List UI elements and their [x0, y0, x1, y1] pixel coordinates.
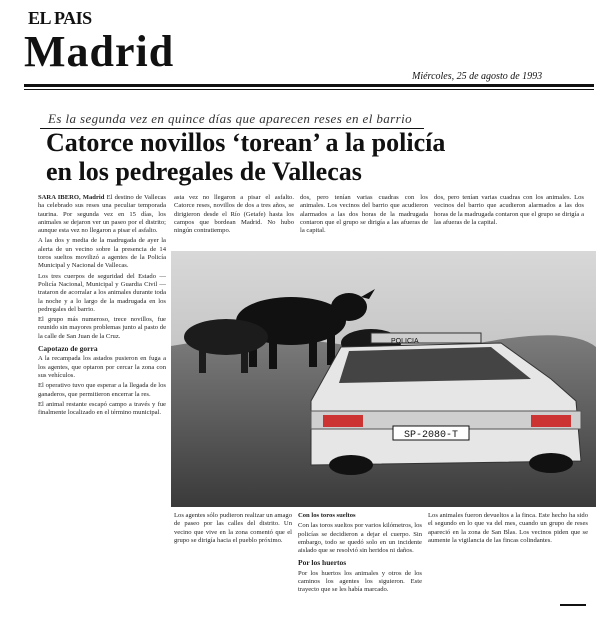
- article-column-1: [38, 194, 166, 609]
- article-column-3-bottom: [298, 512, 422, 607]
- article-column-4-bottom: [428, 512, 588, 607]
- article-column-4-top: [434, 194, 584, 244]
- paragraph: asta vez no llegaron a pisar el asfalto. Catorce reses, novillos de dos a tres años, se dirigieron desde el Río (Getafe) hasta los campos que bordean Madrid. No hubo ningún contratiempo.: [174, 194, 294, 235]
- article-column-3-top: [300, 194, 428, 244]
- paragraph: Por los huertos los animales y otros de los caminos los agentes los siguieron. Este trayecto que se les había marcado.: [298, 569, 422, 594]
- headline-line-2: en los pedregales de Vallecas: [46, 157, 362, 186]
- news-photo: [171, 251, 596, 507]
- paragraph: [298, 512, 422, 520]
- paragraph: dos, pero tenían varias cuadras con los animales. Los vecinos del barrio que acudieron alarmados a las dos horas de la madrugada contaron que el grupo se dirigía a las afueras de la capital.: [300, 194, 428, 235]
- article-column-2-bottom: [174, 512, 292, 607]
- section-title: Con los toros sueltos: [298, 512, 356, 519]
- masthead-rule: [24, 84, 594, 87]
- bulls-and-police-car-photo: [171, 251, 596, 507]
- byline: SARA IBERO, Madrid: [38, 194, 105, 201]
- license-plate: SP-2080-T: [403, 430, 459, 441]
- article-column-2-top: [174, 194, 294, 244]
- headline: [46, 128, 566, 186]
- kicker: Es la segunda vez en quince días que aparecen reses en el barrio: [48, 111, 413, 126]
- end-rule: [560, 604, 586, 606]
- byline-para: [38, 194, 166, 235]
- paragraph: Con las toros sueltos por varios kilómetros, los policías se decidieron a dejar el cuerpo. Sin embargo, todo se quedó solo en un incidente aislado que se resolvió sin heridos ni daños.: [298, 522, 422, 555]
- paragraph: Los tres cuerpos de seguridad del Estado — Policía Nacional, Municipal y Guardia Civil — trataron de acorralar a los animales durante toda la noche y a lo largo de la madrugada en los pedregales del barrio.: [38, 272, 166, 313]
- newspaper-name: EL PAIS: [28, 8, 92, 28]
- paragraph: Los animales fueron devueltos a la finca. Este hecho ha sido el segundo en lo que va del mes, cuando un grupo de reses apareció en la zona de San Blas. Los vecinos piden que se aumente la vigilancia de las fincas colindantes.: [428, 512, 588, 544]
- paragraph: El grupo más numeroso, trece novillos, fue reunido sin mayores problemas junto al pasto de la calle de San Juan de la Cruz.: [38, 316, 166, 340]
- paragraph: A la recampada los astados pusieron en fuga a los agentes, que optaron por cercar la zona con sus vehículos.: [38, 355, 166, 379]
- masthead-rule-thin: [24, 89, 594, 90]
- paragraph: A las dos y media de la madrugada de ayer la alerta de un vecino sobre la presencia de 14 toros sueltos movilizó a agentes de la Policía Municipal y Nacional de Vallecas.: [38, 237, 166, 270]
- paragraph: Los agentes sólo pudieron realizar un amago de paseo por las calles del distrito. Un vecino que vive en la zona comentó que el grupo se dirigía hacia el pueblo próximo.: [174, 512, 292, 544]
- edition-title: Madrid: [24, 27, 175, 76]
- headline-line-1: Catorce novillos ‘torean’ a la policía: [46, 128, 446, 157]
- paragraph: dos, pero tenían varias cuadras con los animales. Los vecinos del barrio que acudieron alarmados a las dos horas de la madrugada contaron que el grupo se dirigía a las afueras de la capital.: [434, 194, 584, 226]
- subhead: Por los huertos: [298, 558, 347, 568]
- paragraph: El destino de Vallecas ha celebrado sus reses una peculiar temporada taurina. Por segunda vez en 15 días, los animales se dejaron ver un paseo por el distrito; aunque esta vez no llegaron a pisar el asfalto.: [38, 194, 166, 235]
- subhead: Capotazo de gorra: [38, 344, 98, 354]
- paragraph: El operativo tuvo que esperar a la llegada de los ganaderos, que permitieron encerrar la res.: [38, 382, 166, 398]
- paragraph: El animal restante escapó campo a través y fue finalmente localizado en el término municipal.: [38, 400, 166, 417]
- car-label: POLICIA: [391, 338, 419, 345]
- issue-date: Miércoles, 25 de agosto de 1993: [412, 71, 543, 82]
